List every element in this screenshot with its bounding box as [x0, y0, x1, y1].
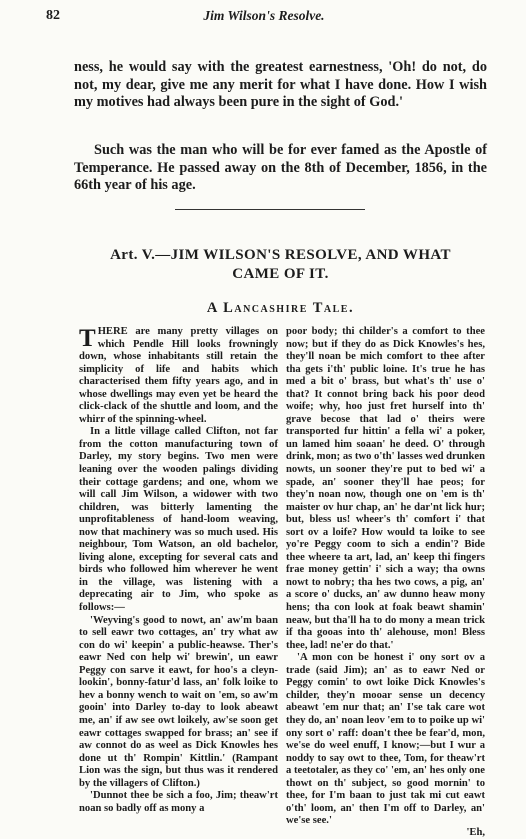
preceding-paragraph-1: ness, he would say with the greatest earnestness, 'Oh! do not, do not, my dear, give me any merit for what I have done. How I wish my motives had always been pure in the sight of God.' [74, 59, 487, 111]
right-paragraph-1: poor body; thi childer's a comfort to thee now; but if they do as Dick Knowles's hes, they'll noan be mich comfort to thee after tha gets i'th' public loine. It's true he has med a bit o' brass, but what's th' use o' that? It connot bring back his poor deod woife; why, hoo just fret hurself into th' grave becose that lad o' theirs were transported fur hittin' a fella wi' a poker, un lamed him soaan' he deed. O' through drink, mon; as two o'th' lasses wed drunken nowts, un sooner they're put to bed wi' a spade, an' sooner they'll hae peos; for they'n noan now, though one on 'em is th' maister ov hur chap, an' he dar'nt lick hur; but, bless us! wheer's th' comfort i' that sort ov a loife? How would ta loike to see yo're Peggy coom to sich a endin'? Bide thee wheere ta art, lad, an' keep thi fingers frae money gettin' i' sich a way; tha owns nowt to nobry; tha hes two cows, a pig, an' a score o' ducks, an' aw dunno heaw mony hens; tha con look at foak beawt shamin' neaw, but tha'll ha to do mony a mean trick if tha gooas into th' alehouse, mon! Bless thee, lad! ne'er do that.' [286, 326, 485, 651]
preceding-paragraph-2: Such was the man who will be for ever famed as the Apostle of Temperance. He passed away on the 8th of December, 1856, in the 66th year of his age. [74, 142, 487, 194]
right-paragraph-2: 'A mon con be honest i' ony sort ov a trade (said Jim); an' as to eawr Ned or Peggy comin' to owt loike Dick Knowles's childer, they'n mooar sense un decency abeawt 'em nur that; an' I'se tak care wot they do, an' noan leov 'em to to poike up wi' ony sort o' raff: doan't thee be fear'd, mon, we'se do weel enuff, I know;—but I wur a noddy to say owt to thee, Tom, for theaw'rt a teetotaler, as they co' 'em, an' hes only one thowt on th' subject, so good mornin' to thee, for I'm baan to just tak mi cut eawt o'th' loom, an' then I'm off to Darley, an' we'se see.' [286, 652, 485, 827]
section-divider [175, 209, 365, 210]
left-paragraph-4: 'Dunnot thee be sich a foo, Jim; theaw'rt noan so badly off as mony a [79, 790, 278, 814]
article-heading-line-1: Art. V.—JIM WILSON'S RESOLVE, AND WHAT [110, 247, 451, 263]
left-paragraph-1 [79, 326, 278, 426]
catchword: 'Eh, [466, 826, 485, 838]
article-heading [74, 246, 487, 284]
article-heading-line-2: CAME OF IT. [232, 266, 329, 282]
running-title: Jim Wilson's Resolve. [203, 8, 325, 23]
left-paragraph-1-text: HERE are many pretty villages on which Pendle Hill looks frowningly down, whose inhabitants still retain the simplicity of life and habits which characterised them fifty years ago, and in whose dwellings may even yet be heard the click-clack of the shuttle and loom, and the whirr of the spinning-wheel. [79, 326, 278, 425]
left-paragraph-3: 'Weyving's good to nowt, an' aw'm baan to sell eawr two cottages, an' try what aw con do wi' keepin' a public-heawse. Ther's eawr Ned con help wi' brewin', un eawr Peggy con sarve it eawt, for hoo's a cleyn-lookin', bonny-fatur'd lass, an' folk loike to hev a bonny wench to wait on 'em, so aw'm gooin' into Darley to-day to look abeawt me, an' if aw see owt loikely, aw'se soon get eawr cottages swapped for brass; an' see if aw connot do as weel as Dick Knowles hes done ut th' Rompin' Kittlin.' (Rampant Lion was the sign, but thus was it rendered by the villagers of Clifton.) [79, 614, 278, 789]
page-number: 82 [46, 8, 60, 23]
running-head [46, 8, 482, 26]
article-subtitle: A Lancashire Tale. [206, 300, 355, 316]
right-column [286, 326, 485, 839]
left-column [79, 326, 278, 815]
drop-cap: T [79, 325, 96, 352]
left-paragraph-2: In a little village called Clifton, not far from the cotton manufacturing town of Darley, my story begins. Two men were leaning over the wooden palings dividing their cottage gardens; and one, whom we will call Jim Wilson, a widower with two children, was bitterly lamenting the unprofitableness of hand-loom weaving, now that machinery was so much used. His neighbour, Tom Watson, an old bachelor, living alone, excepting for several cats and birds who followed him wherever he went in the village, was listening with a deprecating air to Jim, who spoke as follows:— [79, 426, 278, 614]
